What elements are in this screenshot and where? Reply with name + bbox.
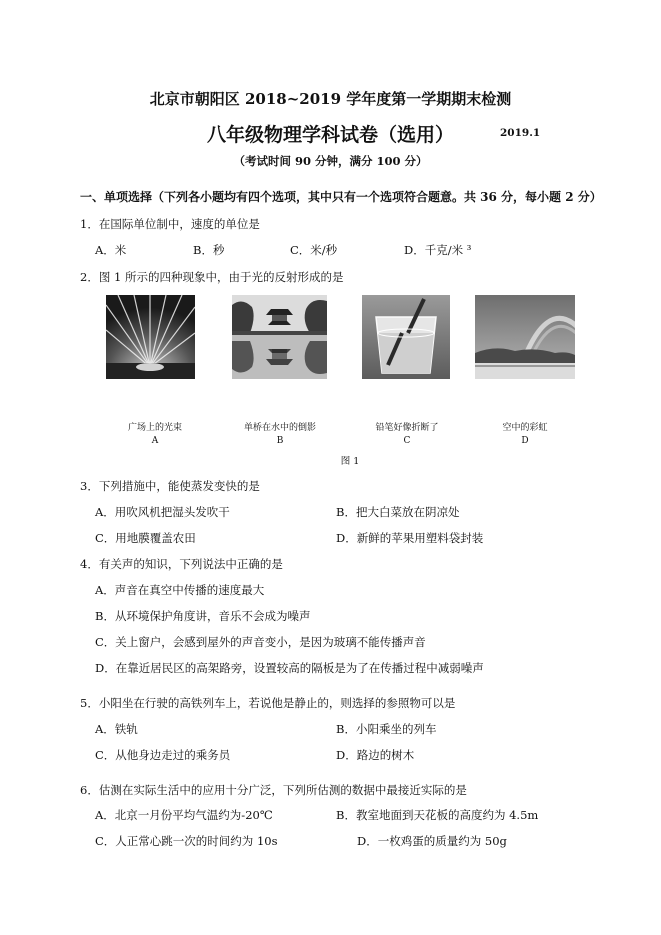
question-2-stem: 2．图 1 所示的四种现象中，由于光的反射形成的是: [80, 270, 344, 284]
question-6-option-a: A．北京一月份平均气温约为-20℃: [95, 808, 273, 822]
question-3-option-c: C．用地膜覆盖农田: [95, 531, 196, 545]
figure-caption-c: [352, 422, 462, 448]
figure-caption-a: [100, 422, 210, 448]
figure-letter-a: A: [151, 436, 159, 446]
figure-letter-d: D: [521, 436, 529, 446]
photo-pavilion-reflection: [232, 295, 327, 379]
figure-letter-b: B: [276, 436, 284, 446]
question-5-option-d: D．路边的树木: [336, 748, 415, 762]
paper-title: 八年级物理学科试卷（选用）: [206, 124, 454, 146]
question-4-option-d: D．在靠近居民区的高架路旁，设置较高的隔板是为了在传播过程中减弱噪声: [95, 661, 484, 675]
question-4-option-a: A．声音在真空中传播的速度最大: [95, 583, 265, 597]
exam-title: 北京市朝阳区 2018~2019 学年度第一学期期末检测: [149, 90, 512, 108]
exam-date: 2019.1: [500, 127, 541, 139]
section-heading: 一、单项选择（下列各小题均有四个选项，其中只有一个选项符合题意。共 36 分，每小题 2 分）: [80, 190, 602, 204]
figure-caption-d-text: 空中的彩虹: [502, 423, 548, 433]
question-5-stem: 5．小阳坐在行驶的高铁列车上，若说他是静止的，则选择的参照物可以是: [80, 696, 456, 710]
photo-pencil-in-glass: [362, 295, 450, 379]
figure-caption-a-text: 广场上的光束: [127, 423, 182, 433]
figure-label: 图 1: [340, 456, 360, 467]
question-3-option-a: A．用吹风机把湿头发吹干: [95, 505, 230, 519]
question-6-stem: 6．估测在实际生活中的应用十分广泛，下列所估测的数据中最接近实际的是: [80, 783, 467, 797]
question-5-option-a: A．铁轨: [95, 722, 138, 736]
photo-light-beams: [106, 295, 195, 379]
question-3-stem: 3．下列措施中，能使蒸发变快的是: [80, 479, 260, 493]
question-3-option-d: D．新鲜的苹果用塑料袋封装: [336, 531, 484, 545]
figure-caption-c-text: 铅笔好像折断了: [375, 423, 439, 433]
question-5-option-c: C．从他身边走过的乘务员: [95, 748, 231, 762]
question-4-option-c: C．关上窗户，会感到屋外的声音变小，是因为玻璃不能传播声音: [95, 635, 426, 649]
figure-caption-b-text: 单桥在水中的倒影: [243, 423, 316, 433]
question-6-option-b: B．教室地面到天花板的高度约为 4.5m: [336, 808, 539, 822]
figure-caption-b: [225, 422, 335, 448]
question-6-option-d: D．一枚鸡蛋的质量约为 50g: [357, 834, 507, 848]
figure-letter-c: C: [403, 436, 411, 446]
question-1-stem: 1．在国际单位制中，速度的单位是: [80, 217, 260, 231]
question-4-option-b: B．从环境保护角度讲，音乐不会成为噪声: [95, 609, 311, 623]
question-3-option-b: B．把大白菜放在阴凉处: [336, 505, 460, 519]
photo-rainbow: [475, 295, 575, 379]
figure-caption-d: [470, 422, 580, 448]
question-1-option-c: C．米/秒: [290, 243, 338, 257]
question-5-option-b: B．小阳乘坐的列车: [336, 722, 437, 736]
question-1-option-a: A．米: [95, 243, 127, 257]
exam-note: （考试时间 90 分钟，满分 100 分）: [233, 154, 428, 168]
question-6-option-c: C．人正常心跳一次的时间约为 10s: [95, 834, 278, 848]
question-4-stem: 4．有关声的知识，下列说法中正确的是: [80, 557, 283, 571]
question-1-option-d: D．千克/米 ³: [404, 243, 472, 257]
question-1-option-b: B．秒: [193, 243, 225, 257]
